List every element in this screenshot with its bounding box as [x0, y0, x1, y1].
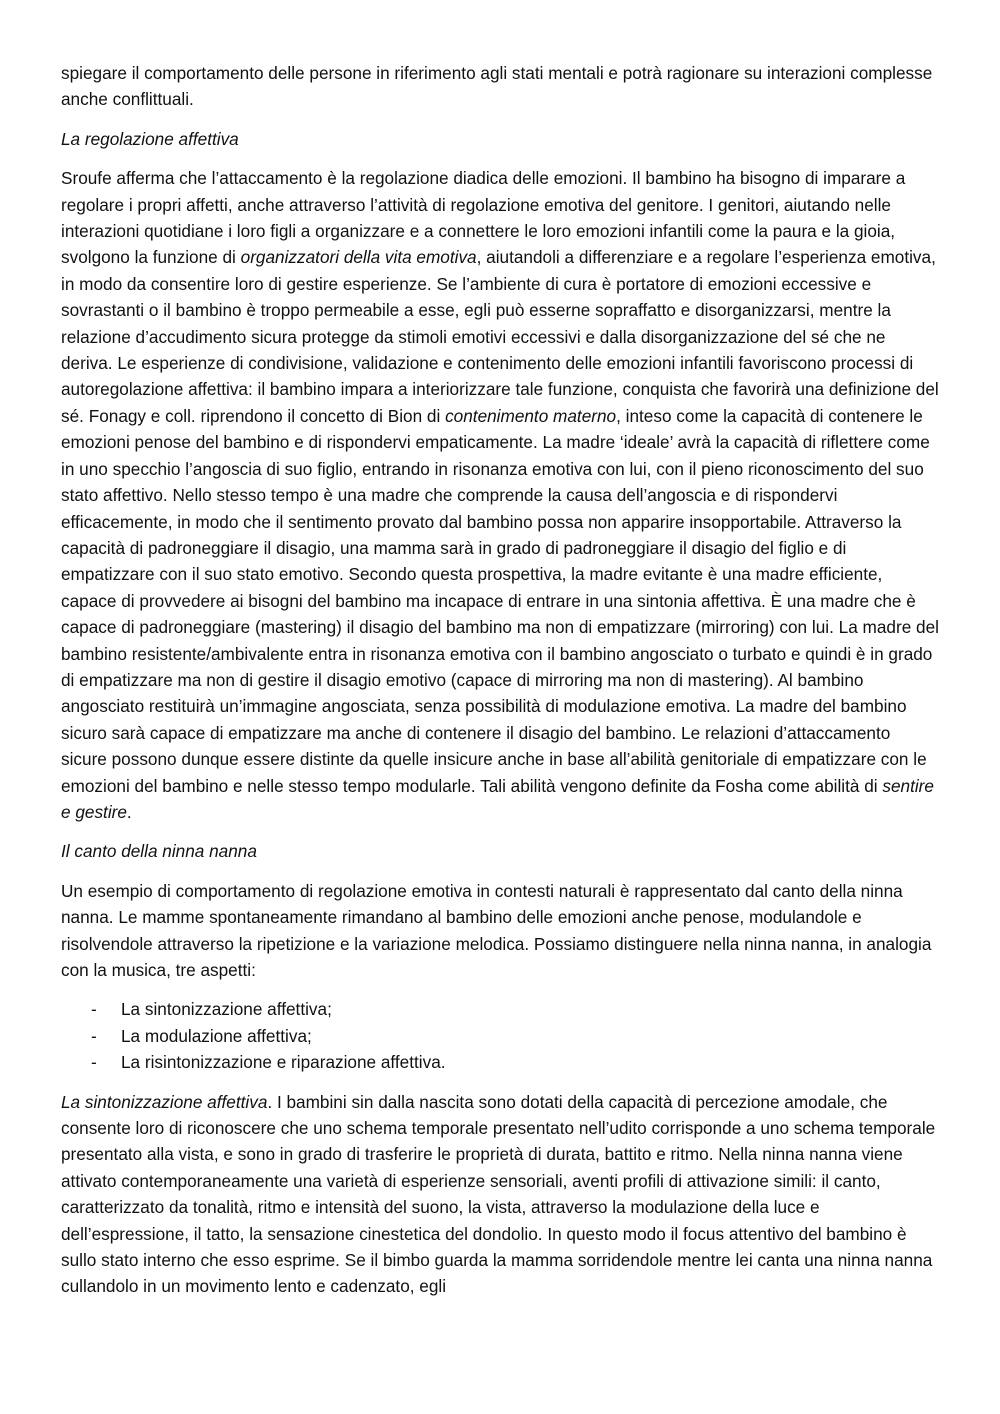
- paragraph-sintonizzazione: [61, 1089, 940, 1300]
- section-heading-canto: Il canto della ninna nanna: [61, 841, 257, 862]
- section-heading-regolazione: La regolazione affettiva: [61, 128, 239, 149]
- text-run: . I bambini sin dalla nascita sono dotati della capacità di percezione amodale, che consente loro di riconoscere che uno schema temporale presentato nell’udito corrisponde a uno schema temporale presentato alla vista, e sono in grado di trasferire le proprietà di durata, battito e ritmo. Nella ninna nanna viene attivato contemporaneamente una varietà di esperienze sensoriali, aventi profili di attivazione simili: il canto, caratterizzato da tonalità, ritmo e intensità del suono, la vista, attraverso la modulazione della luce e dell’espressione, il tatto, la sensazione cinestetica del dondolio. In questo modo il focus attentivo del bambino è sullo stato interno che esso esprime. Se il bimbo guarda la mamma sorridendole mentre lei canta una ninna nanna cullandolo in un movimento lento e cadenzato, egli: [61, 1091, 936, 1297]
- text-run: .: [126, 801, 132, 822]
- paragraph-sroufe: [61, 165, 940, 825]
- italic-lead-term: La sintonizzazione affettiva: [61, 1091, 268, 1112]
- italic-term: contenimento materno: [445, 405, 617, 426]
- dash-bullet: -: [91, 1025, 97, 1046]
- text-run: Sroufe afferma che l’attaccamento è la regolazione diadica delle emozioni. Il bambino ha bisogno di imparare a regolare i propri affetti, anche attraverso l’attività di regolazione emotiva del genitore. I genitori, aiutando nelle interazioni quotidiane i loro figli a organizzare e a connettere le loro emozioni infantili come la paura e la gioia, svolgono la funzione di: [61, 168, 906, 268]
- text-run: , aiutandoli a differenziare e a regolare l’esperienza emotiva, in modo da consentire loro di gestire esperienze. Se l’ambiente di cura è portatore di emozioni eccessive e sovrastanti o il bambino è troppo permeabile a esse, egli può esserne sopraffatto e disorganizzarsi, mentre la relazione d’accudimento sicura protegge da stimoli emotivi eccessivi e dalla disorganizzazione del sé che ne deriva. Le esperienze di condivisione, validazione e contenimento delle emozioni infantili favoriscono processi di autoregolazione affettiva: il bambino impara a interiorizzare tale funzione, conquista che favorirà una definizione del sé. Fonagy e coll. riprendono il concetto di Bion di: [61, 247, 939, 426]
- paragraph-intro: spiegare il comportamento delle persone in riferimento agli stati mentali e potrà ragionare su interazioni complesse anche conflittuali.: [61, 63, 933, 110]
- dash-bullet: -: [91, 1052, 97, 1073]
- paragraph-esempio: Un esempio di comportamento di regolazione emotiva in contesti naturali è rappresentato dal canto della ninna nanna. Le mamme spontaneamente rimandano al bambino delle emozioni anche penose, modulandole e risolvendole attraverso la ripetizione e la variazione melodica. Possiamo distinguere nella ninna nanna, in analogia con la musica, tre aspetti:: [61, 880, 932, 980]
- text-run: , inteso come la capacità di contenere le emozioni penose del bambino e di rispondervi empaticamente. La madre ‘ideale’ avrà la capacità di riflettere come in uno specchio l’angoscia di suo figlio, entrando in risonanza emotiva con lui, con il pieno riconoscimento del suo stato affettivo. Nello stesso tempo è una madre che comprende la causa dell’angoscia e di rispondervi efficacemente, in modo che il sentimento provato dal bambino possa non apparire insopportabile. Attraverso la capacità di padroneggiare il disagio, una mamma sarà in grado di padroneggiare il disagio del figlio e di empatizzare con il suo stato emotivo. Secondo questa prospettiva, la madre evitante è una madre efficiente, capace di provvedere ai bisogni del bambino ma incapace di entrare in una sintonia affettiva. È una madre che è capace di padroneggiare (mastering) il disagio del bambino ma non di empatizzare (mirroring) con lui. La madre del bambino resistente/ambivalente entra in risonanza emotiva con il bambino angosciato o turbato e quindi è in grado di empatizzare ma non di gestire il disagio emotivo (capace di mirroring ma non di mastering). Al bambino angosciato restituirà un’immagine angosciata, senza possibilità di modulazione emotiva. La madre del bambino sicuro sarà capace di empatizzare ma anche di contenere il disagio del bambino. Le relazioni d’attaccamento sicure possono dunque essere distinte da quelle insicure anche in base all’abilità genitoriale di empatizzare con le emozioni del bambino e nelle stesso tempo modularle. Tali abilità vengono definite da Fosha come abilità di: [61, 405, 939, 796]
- list-item: [61, 996, 940, 1022]
- aspects-list: [61, 996, 940, 1075]
- list-item-text: La risintonizzazione e riparazione affettiva.: [121, 1052, 446, 1073]
- italic-term: organizzatori della vita emotiva: [240, 247, 477, 268]
- list-item: [61, 1023, 940, 1049]
- list-item: [61, 1049, 940, 1075]
- italic-term: sentire e gestire: [61, 775, 934, 822]
- list-item-text: La modulazione affettiva;: [121, 1025, 312, 1046]
- list-item-text: La sintonizzazione affettiva;: [121, 999, 332, 1020]
- dash-bullet: -: [91, 999, 97, 1020]
